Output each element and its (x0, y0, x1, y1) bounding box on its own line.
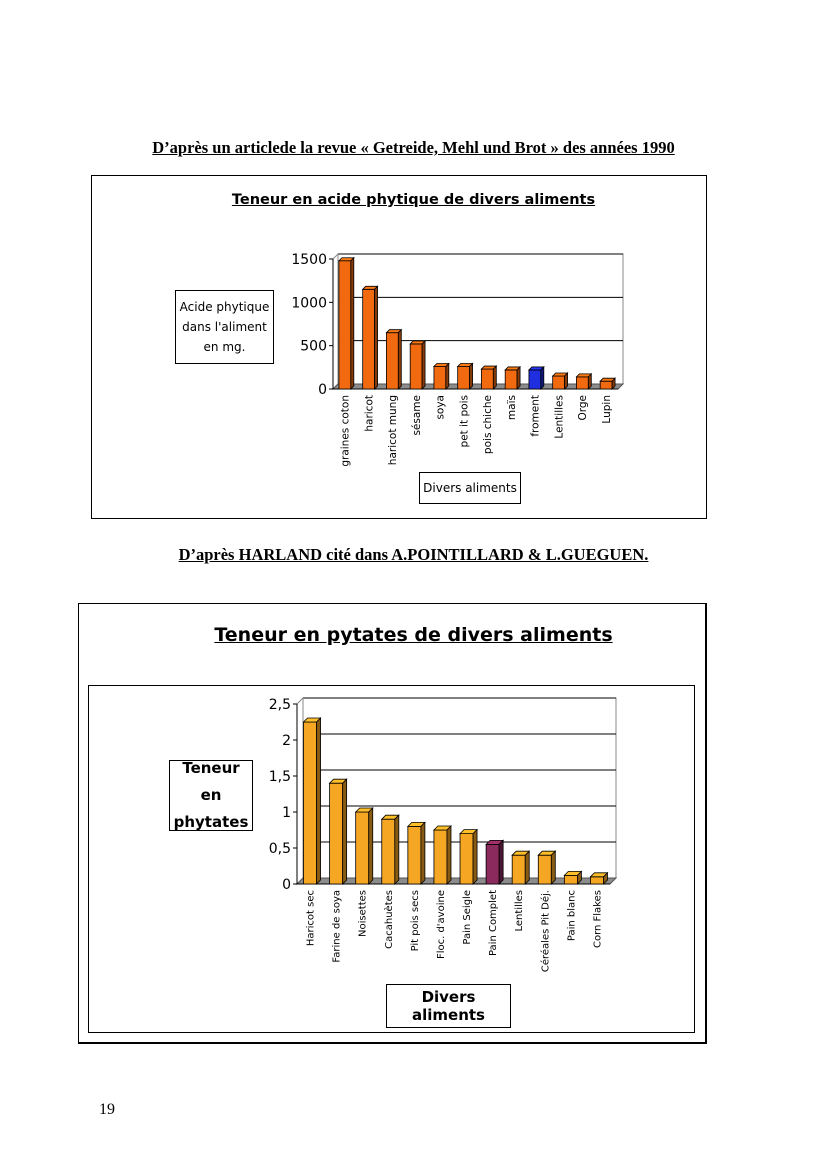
source-caption-2-text: D’après HARLAND cité dans A.POINTILLARD & L.GUEGUEN (178, 545, 645, 564)
chart-2-y-axis-label (169, 760, 253, 831)
chart-2-x-tick-label: Haricot sec (305, 890, 317, 947)
chart-1-x-tick-label: haricot (363, 395, 376, 432)
chart-2-bar-side (395, 815, 399, 884)
chart-1-x-tick-label: sésame (410, 395, 423, 436)
chart-2-bar (460, 834, 473, 884)
chart-1-y-tick-label: 1000 (291, 295, 327, 312)
chart-2-x-tick-label: Pit pois secs (409, 890, 421, 952)
chart-2-plot-side-wall (297, 698, 303, 884)
chart-2-bar-side (447, 826, 451, 884)
chart-1-y-axis-label (175, 290, 274, 364)
chart-2-y-tick-label: 1 (282, 805, 291, 822)
chart-2-y-tick-label: 0 (282, 877, 291, 894)
chart-1-x-axis-label: Divers aliments (419, 472, 521, 504)
chart-2-x-axis-label: Divers aliments (386, 984, 511, 1028)
chart-1-y-tick-label: 1500 (291, 252, 327, 269)
chart-1-title: Teneur en acide phytique de divers aliments (231, 192, 596, 208)
chart-2-x-tick-label: Lentilles (514, 890, 526, 932)
chart-2-y-tick-label: 1,5 (268, 769, 291, 786)
chart-1-x-tick-label: maïs (505, 395, 518, 421)
chart-1-x-tick-label: soya (434, 395, 447, 420)
chart-2-y-tick-label: 2,5 (268, 697, 291, 714)
chart-2-bar-side (499, 840, 503, 884)
chart-2-plot-back-wall (303, 698, 616, 878)
chart-2-bar (356, 812, 369, 884)
chart-2-y-axis-label-line: phytates (173, 813, 249, 831)
chart-2-bar (382, 819, 395, 884)
chart-2-bar (408, 826, 421, 884)
chart-2-y-tick-label: 2 (282, 733, 291, 750)
chart-2-bar-side (369, 808, 373, 884)
chart-1-x-tick-label: Orge (577, 395, 590, 421)
chart-2-title: Teneur en pytates de divers aliments (214, 624, 613, 646)
chart-2-y-tick-label: 0,5 (268, 841, 291, 858)
chart-2-bar (512, 855, 525, 884)
chart-2-bar (590, 877, 603, 884)
chart-2-x-tick-label: Corn Flakes (592, 890, 604, 949)
chart-2-bar-side (343, 779, 347, 884)
chart-2-bar-side (317, 718, 321, 884)
chart-2-x-tick-label: Céréales Pit Déj. (540, 890, 552, 973)
chart-2-x-tick-label: Pain Seigle (462, 890, 474, 945)
chart-1-x-tick-label: haricot mung (387, 395, 400, 466)
source-caption-2-period: . (644, 545, 649, 564)
chart-1-x-tick-label: pois chiche (482, 395, 495, 455)
chart-2-x-tick-label: Cacahuètes (383, 890, 395, 949)
chart-2-x-tick-label: Floc. d'avoine (435, 890, 447, 960)
chart-1-x-tick-label: pet it pois (458, 395, 471, 448)
chart-2-x-tick-label: Farine de soya (331, 890, 343, 963)
chart-1-y-axis-label-line: Acide phytique (179, 300, 270, 314)
chart-1-x-tick-label: froment (529, 395, 542, 437)
chart-2-bar-side (473, 830, 477, 884)
chart-2-x-tick-label: Noisettes (357, 890, 369, 937)
chart-1-y-tick-label: 500 (300, 338, 327, 355)
chart-1-x-tick-label: Lupin (600, 395, 613, 424)
chart-2-bar-side (551, 851, 555, 884)
page-number: 19 (99, 1101, 115, 1118)
source-caption-1: D’après un articlede la revue « Getreide, Mehl und Brot » des années 1990 (152, 138, 675, 157)
chart-1-y-axis-label-line: dans l'aliment (182, 320, 267, 334)
chart-2-bar (434, 830, 447, 884)
chart-2-bar (330, 783, 343, 884)
chart-2-bar (538, 855, 551, 884)
chart-1-x-tick-label: Lentilles (553, 395, 566, 439)
chart-2-bar-side (525, 851, 529, 884)
chart-2-bar (486, 844, 499, 884)
chart-1-y-axis-label-line: en mg. (203, 340, 246, 354)
chart-2-bar-side (421, 822, 425, 884)
chart-1-y-tick-label: 0 (318, 382, 327, 399)
chart-2-x-tick-label: Pain Complet (488, 890, 500, 957)
chart-2-bar (564, 875, 577, 884)
chart-2-y-axis-label-line: Teneur en (182, 759, 240, 804)
chart-2-bar (304, 722, 317, 884)
chart-1-x-tick-label: graines coton (339, 395, 352, 467)
chart-2-x-tick-label: Pain blanc (566, 890, 578, 942)
